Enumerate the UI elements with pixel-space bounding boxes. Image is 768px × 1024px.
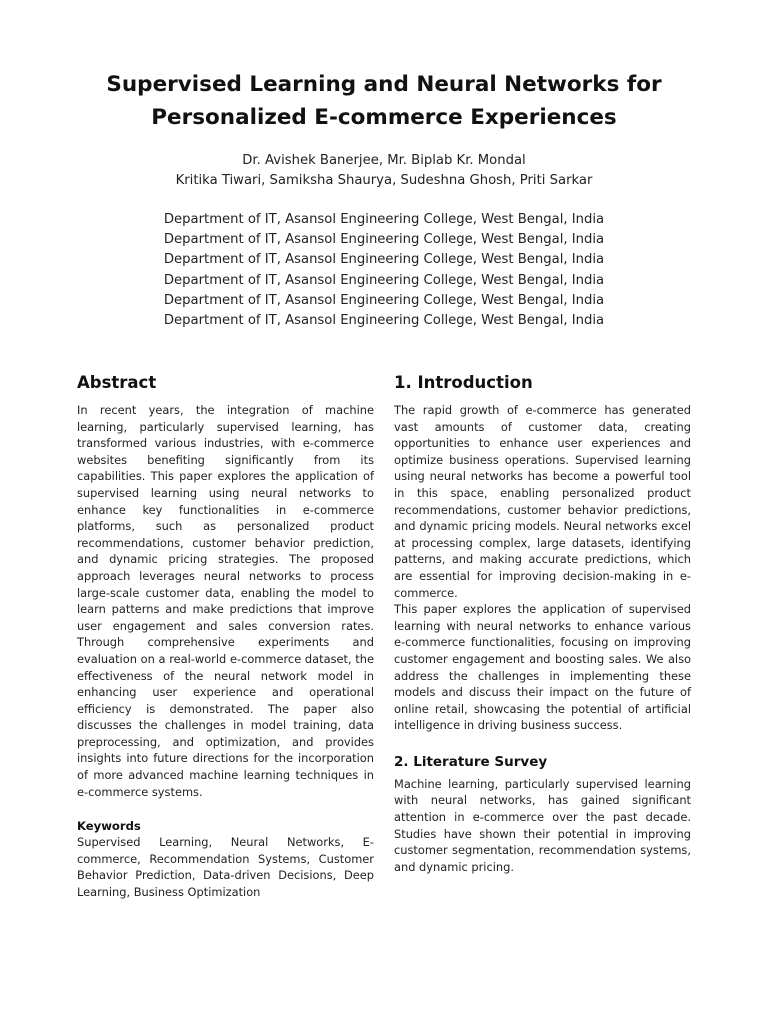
introduction-paragraph-2: This paper explores the application of supervised learning with neural networks to enhance various e-commerce functionalities, focusing on improving customer engagement and boosting sales. We also address the challenges in implementing these models and discuss their impact on the future of online retail, showcasing the potential of artificial intelligence in driving business success. xyxy=(394,602,691,733)
literature-survey-heading: 2. Literature Survey xyxy=(394,753,548,770)
affiliation-line: Department of IT, Asansol Engineering College, West Bengal, India xyxy=(163,212,605,227)
literature-survey-text: Machine learning, particularly supervised learning with neural networks, has gained significant attention in e-commerce over the past decade. Studies have shown their potential in improving customer segmentation, recommendation systems, and dynamic pricing. xyxy=(394,776,691,874)
affiliation-line: Department of IT, Asansol Engineering College, West Bengal, India xyxy=(163,232,605,248)
affiliation-line: Department of IT, Asansol Engineering College, West Bengal, India xyxy=(163,272,605,288)
abstract-text: In recent years, the integration of machine learning, particularly supervised learning, has transformed various industries, with e-commerce websites benefiting significantly from its capabilities. This paper explores the application of supervised learning using neural networks to enhance key functionalities in e-commerce platforms, such as personalized product recommendations, customer behavior prediction, and dynamic pricing strategies. The proposed approach leverages neural networks to process large-scale customer data, enabling the model to learn patterns and make predictions that improve user engagement and sales conversion rates. Through comprehensive experiments and evaluation on a real-world e-commerce dataset, the effectiveness of the neural network model in enhancing user experience and operational efficiency is demonstrated. The paper also discusses the challenges in model training, data preprocessing, and optimization, and provides insights into future directions for the incorporation of more advanced machine learning techniques in e-commerce systems. xyxy=(77,403,374,799)
keywords-text: Supervised Learning, Neural Networks, E-commerce, Recommendation Systems, Customer Behavior Prediction, Data-driven Decisions, Deep Learning, Business Optimization xyxy=(77,835,374,900)
affiliation-line: Department of IT, Asansol Engineering College, West Bengal, India xyxy=(163,252,605,268)
title-line-1: Supervised Learning and Neural Networks for xyxy=(106,72,662,97)
right-column xyxy=(394,370,691,875)
left-column xyxy=(77,370,374,901)
introduction-paragraph-1: The rapid growth of e-commerce has generated vast amounts of customer data, creating opportunities to enhance user experiences and optimize business operations. Supervised learning using neural networks has become a powerful tool in this space, enabling personalized product recommendations, customer behavior predictions, and dynamic pricing models. Neural networks excel at processing complex, large datasets, identifying patterns, and making accurate predictions, which are essential for improving decision-making in e-commerce. xyxy=(394,403,691,600)
author-line: Kritika Tiwari, Samiksha Shaurya, Sudeshna Ghosh, Priti Sarkar xyxy=(175,173,593,188)
author-list xyxy=(40,151,728,191)
affiliation-line: Department of IT, Asansol Engineering College, West Bengal, India xyxy=(163,313,605,329)
abstract-heading: Abstract xyxy=(77,373,157,392)
paper-title xyxy=(40,68,728,134)
affiliation-list xyxy=(40,210,728,331)
affiliation-line: Department of IT, Asansol Engineering College, West Bengal, India xyxy=(163,292,605,308)
title-line-2: Personalized E-commerce Experiences xyxy=(151,105,617,130)
introduction-heading: 1. Introduction xyxy=(394,373,533,392)
author-line: Dr. Avishek Banerjee, Mr. Biplab Kr. Mondal xyxy=(242,153,526,168)
keywords-heading: Keywords xyxy=(77,819,141,834)
